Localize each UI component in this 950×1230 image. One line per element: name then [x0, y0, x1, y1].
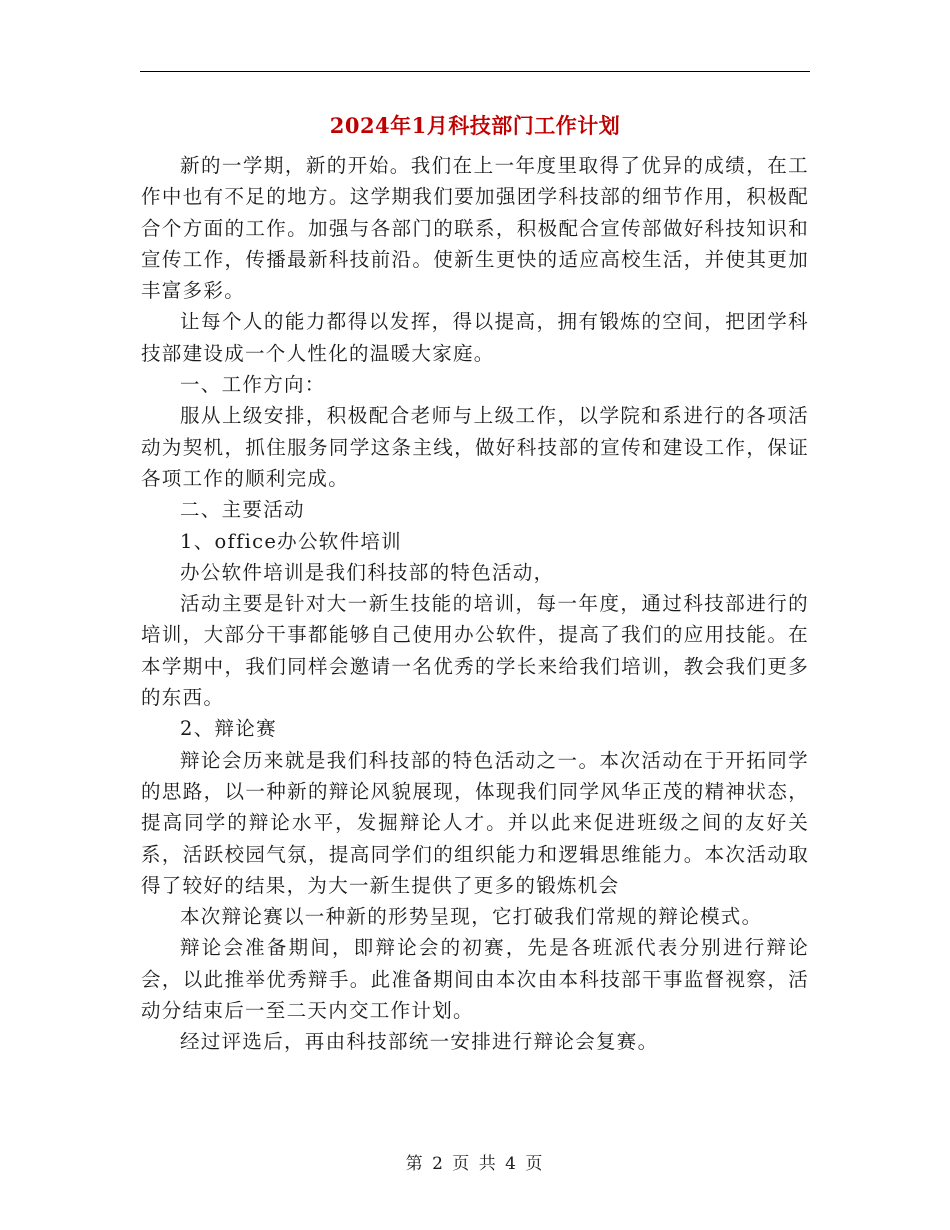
paragraph-debate-intro: 辩论会历来就是我们科技部的特色活动之一。本次活动在于开拓同学的思路，以一种新的辩论风貌展现，体现我们同学风华正茂的精神状态，提高同学的辩论水平，发掘辩论人才。并以此来促进班级之间的友好关系，活跃校园气氛，提高同学们的组织能力和逻辑思维能力。本次活动取得了较好的结果，为大一新生提供了更多的锻炼机会 [141, 748, 809, 897]
subheading-debate: 2、辩论赛 [180, 717, 277, 741]
page-number-footer: 第 2 页 共 4 页 [405, 1154, 545, 1174]
paragraph-direction: 服从上级安排，积极配合老师与上级工作，以学院和系进行的各项活动为契机，抓住服务同学这条主线，做好科技部的宣传和建设工作，保证各项工作的顺利完成。 [141, 404, 809, 490]
document-title: 2024年1月科技部门工作计划 [329, 113, 621, 138]
paragraph-intro: 新的一学期，新的开始。我们在上一年度里取得了优异的成绩，在工作中也有不足的地方。这学期我们要加强团学科技部的细节作用，积极配合个方面的工作。加强与各部门的联系，积极配合宣传部做好科技知识和宣传工作，传播最新科技前沿。使新生更快的适应高校生活，并使其更加丰富多彩。 [141, 154, 809, 303]
paragraph-debate-format: 本次辩论赛以一种新的形势呈现，它打破我们常规的辩论模式。 [180, 905, 763, 929]
paragraph-goal: 让每个人的能力都得以发挥，得以提高，拥有锻炼的空间，把团学科技部建设成一个人性化的温暖大家庭。 [141, 310, 809, 365]
paragraph-debate-prelim: 辩论会准备期间，即辩论会的初赛，先是各班派代表分别进行辩论会，以此推举优秀辩手。此准备期间由本次由本科技部干事监督视察，活动分结束后一至二天内交工作计划。 [141, 936, 809, 1023]
paragraph-office-feature: 办公软件培训是我们科技部的特色活动， [180, 560, 555, 584]
paragraph-office-details: 活动主要是针对大一新生技能的培训，每一年度，通过科技部进行的培训，大部分干事都能够自己使用办公软件，提高了我们的应用技能。在本学期中，我们同样会邀请一名优秀的学长来给我们培训，教会我们更多的东西。 [141, 592, 809, 710]
section-heading-direction: 一、工作方向： [180, 373, 326, 397]
paragraph-debate-final: 经过评选后，再由科技部统一安排进行辩论会复赛。 [180, 1030, 659, 1054]
section-heading-activities: 二、主要活动 [180, 498, 305, 522]
subheading-office-training: 1、office办公软件培训 [180, 529, 402, 553]
document-body [141, 150, 809, 1058]
header-rule [140, 71, 810, 72]
